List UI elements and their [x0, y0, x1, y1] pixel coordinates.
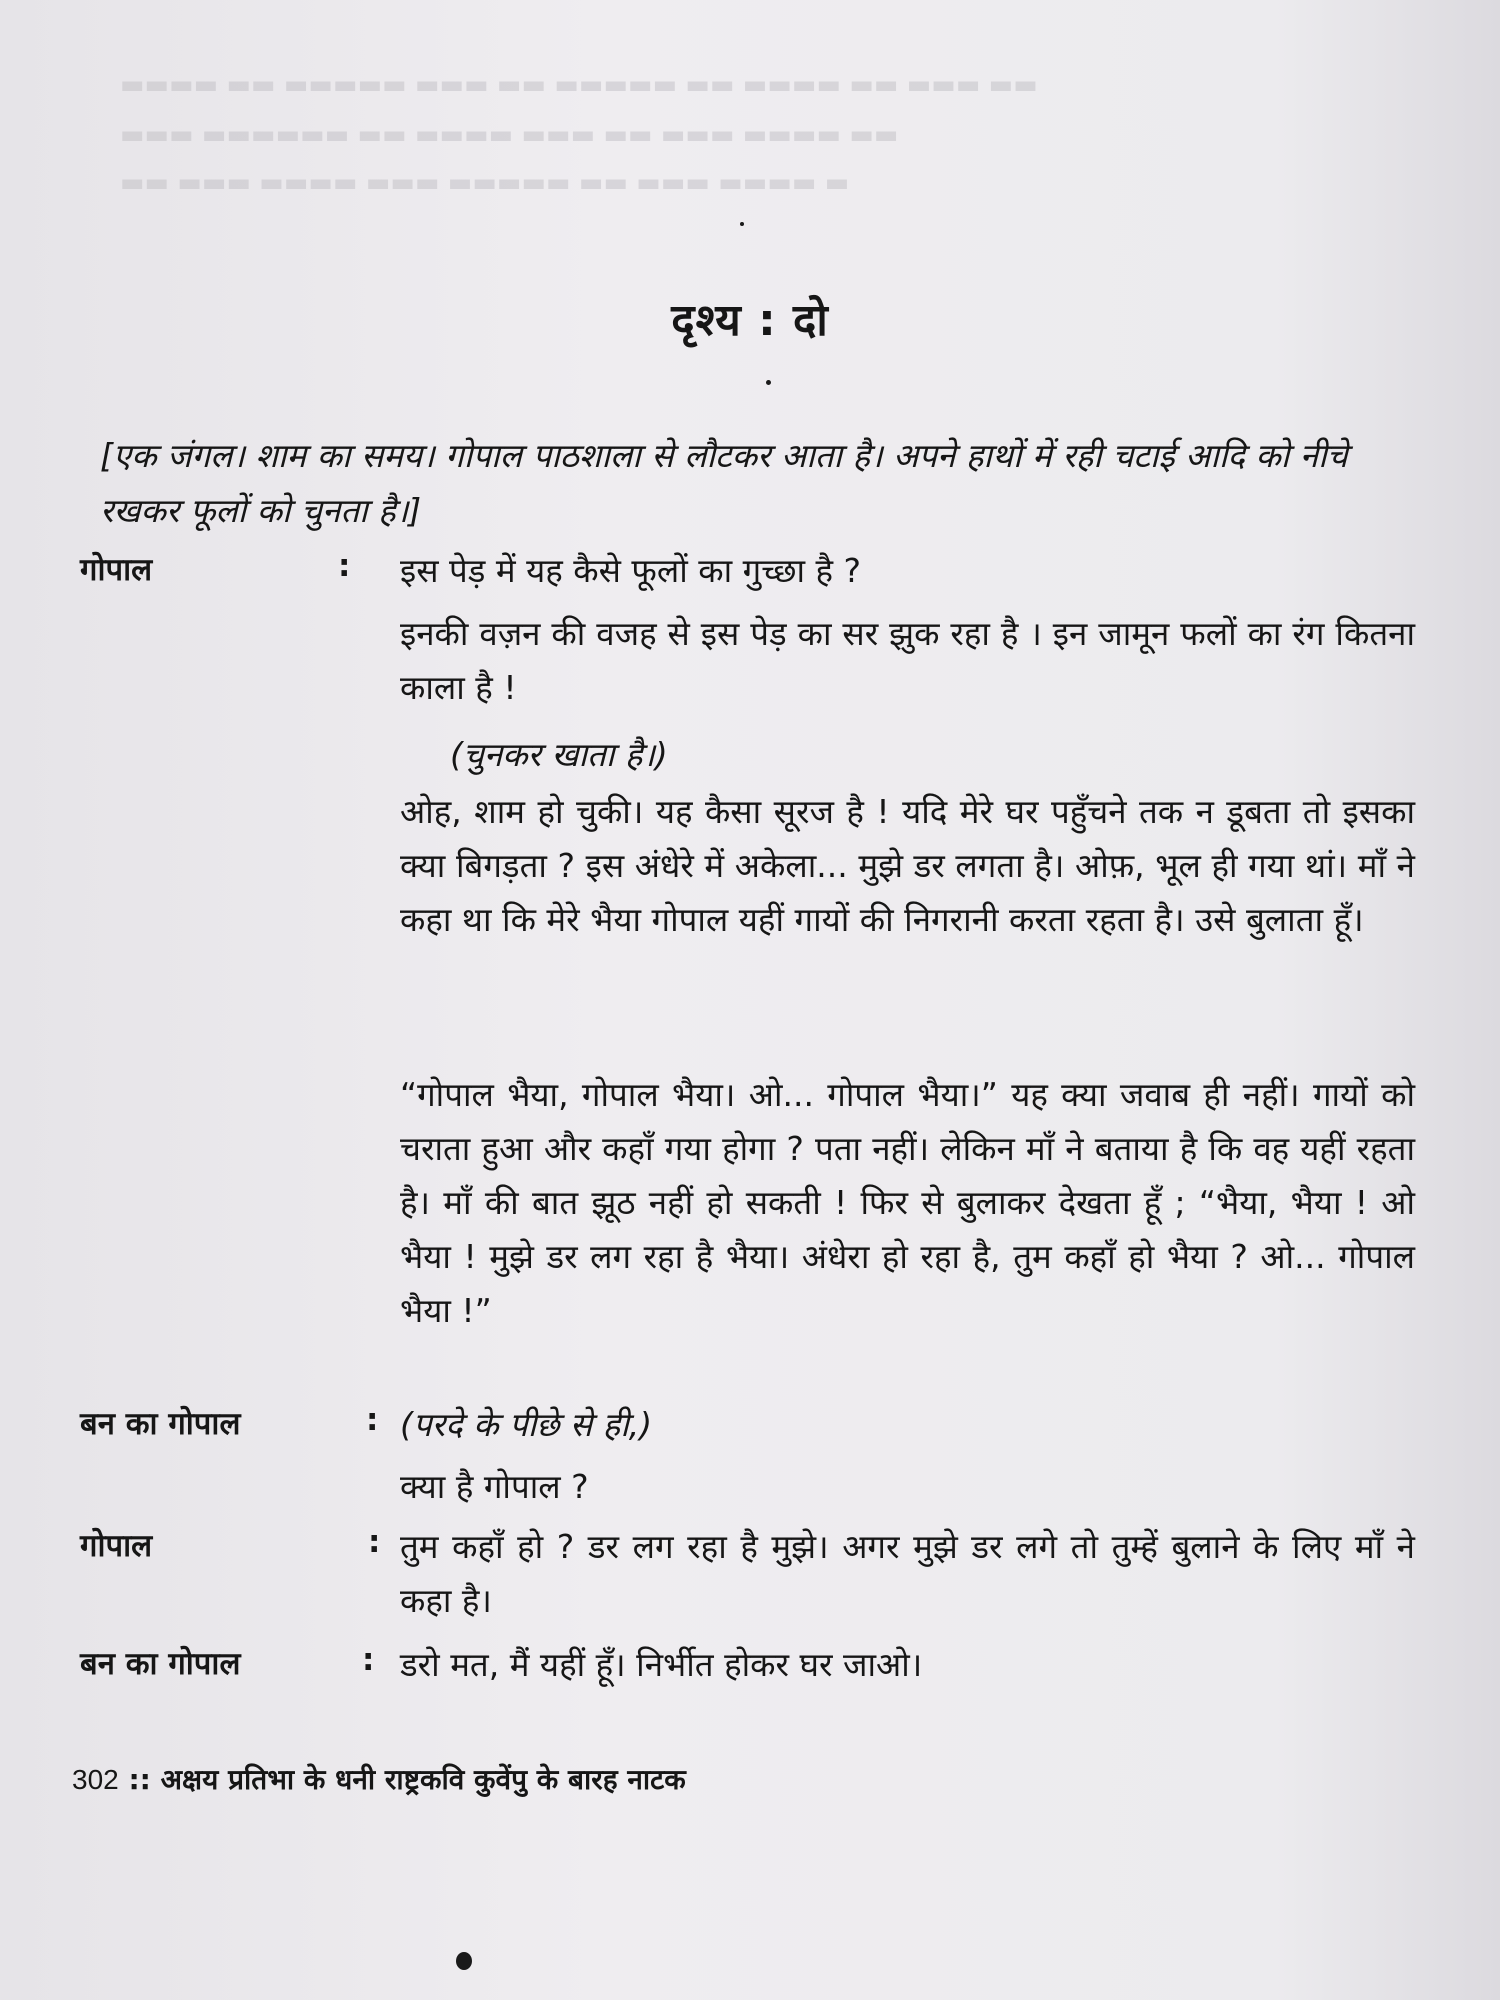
speaker-colon: :	[362, 1642, 375, 1678]
speaker-colon: :	[366, 1402, 379, 1438]
dialogue-line: इस पेड़ में यह कैसे फूलों का गुच्छा है ?	[400, 551, 862, 590]
speaker-name: गोपाल	[80, 552, 153, 588]
stage-direction: (चुनकर खाता है।)	[450, 735, 668, 774]
speaker-name: बन का गोपाल	[80, 1646, 241, 1682]
dialogue-line: इनकी वज़न की वजह से इस पेड़ का सर झुक रहा है । इन जामून फलों का रंग कितना काला है !	[400, 614, 1415, 707]
show-through-text: ▬▬ ▬▬▬▬ ▬▬▬ ▬▬ ▬▬▬ ▬▬▬▬ ▬▬ ▬▬▬▬▬▬ ▬▬▬	[120, 120, 899, 150]
speaker-colon: :	[338, 548, 351, 584]
book-title: अक्षय प्रतिभा के धनी राष्ट्रकवि कुवेंपु के बारह नाटक	[160, 1763, 686, 1796]
dialogue-line: डरो मत, मैं यहीं हूँ। निर्भीत होकर घर जाओ।	[400, 1645, 923, 1684]
speaker-name: गोपाल	[80, 1528, 153, 1564]
scene-title: दृश्य : दो	[671, 295, 829, 346]
dialogue-line: ओह, शाम हो चुकी। यह कैसा सूरज है ! यदि मेरे घर पहुँचने तक न डूबता तो इसका क्या बिगड़ता ? इस अंधेरे में अकेला... मुझे डर लगता है। ओफ़, भूल ही गया थां। माँ ने कहा था कि मेरे भैया गोपाल यहीं गायों की निगरानी करता रहता है। उसे बुलाता हूँ।	[400, 792, 1415, 939]
footer-separator: ::	[128, 1763, 151, 1796]
dialogue-line: क्या है गोपाल ?	[400, 1467, 589, 1506]
ink-speck	[740, 222, 744, 226]
stage-direction: (परदे के पीछे से ही,)	[400, 1405, 653, 1444]
show-through-text: ▬▬ ▬▬▬ ▬▬ ▬▬▬▬ ▬▬ ▬▬▬▬▬ ▬▬ ▬▬▬ ▬▬▬▬▬ ▬▬ ▬▬▬▬	[120, 70, 1038, 100]
ink-speck	[766, 380, 771, 385]
page-number: 302	[72, 1764, 119, 1795]
opening-stage-direction: [एक जंगल। शाम का समय। गोपाल पाठशाला से लौटकर आता है। अपने हाथों में रही चटाई आदि को नीचे रखकर फूलों को चुनता है।]	[100, 436, 1348, 530]
dialogue-line: तुम कहाँ हो ? डर लग रहा है मुझे। अगर मुझे डर लगे तो तुम्हें बुलाने के लिए माँ ने कहा है।	[400, 1527, 1415, 1620]
speaker-colon: :	[368, 1524, 381, 1560]
dialogue-line: “गोपाल भैया, गोपाल भैया। ओ... गोपाल भैया।” यह क्या जवाब ही नहीं। गायों को चराता हुआ और कहाँ गया होगा ? पता नहीं। लेकिन माँ ने बताया है कि वह यहीं रहता है। माँ की बात झूठ नहीं हो सकती ! फिर से बुलाकर देखता हूँ ; “भैया, भैया ! ओ भैया ! मुझे डर लग रहा है भैया। अंधेरा हो रहा है, तुम कहाँ हो भैया ? ओ... गोपाल भैया !”	[400, 1075, 1415, 1330]
speaker-name: बन का गोपाल	[80, 1406, 241, 1442]
page-footer	[72, 1760, 686, 1798]
ink-blot	[456, 1952, 472, 1970]
show-through-text: ▬ ▬▬▬▬ ▬▬▬ ▬▬ ▬▬▬▬▬ ▬▬▬ ▬▬▬▬ ▬▬▬ ▬▬	[120, 168, 850, 198]
